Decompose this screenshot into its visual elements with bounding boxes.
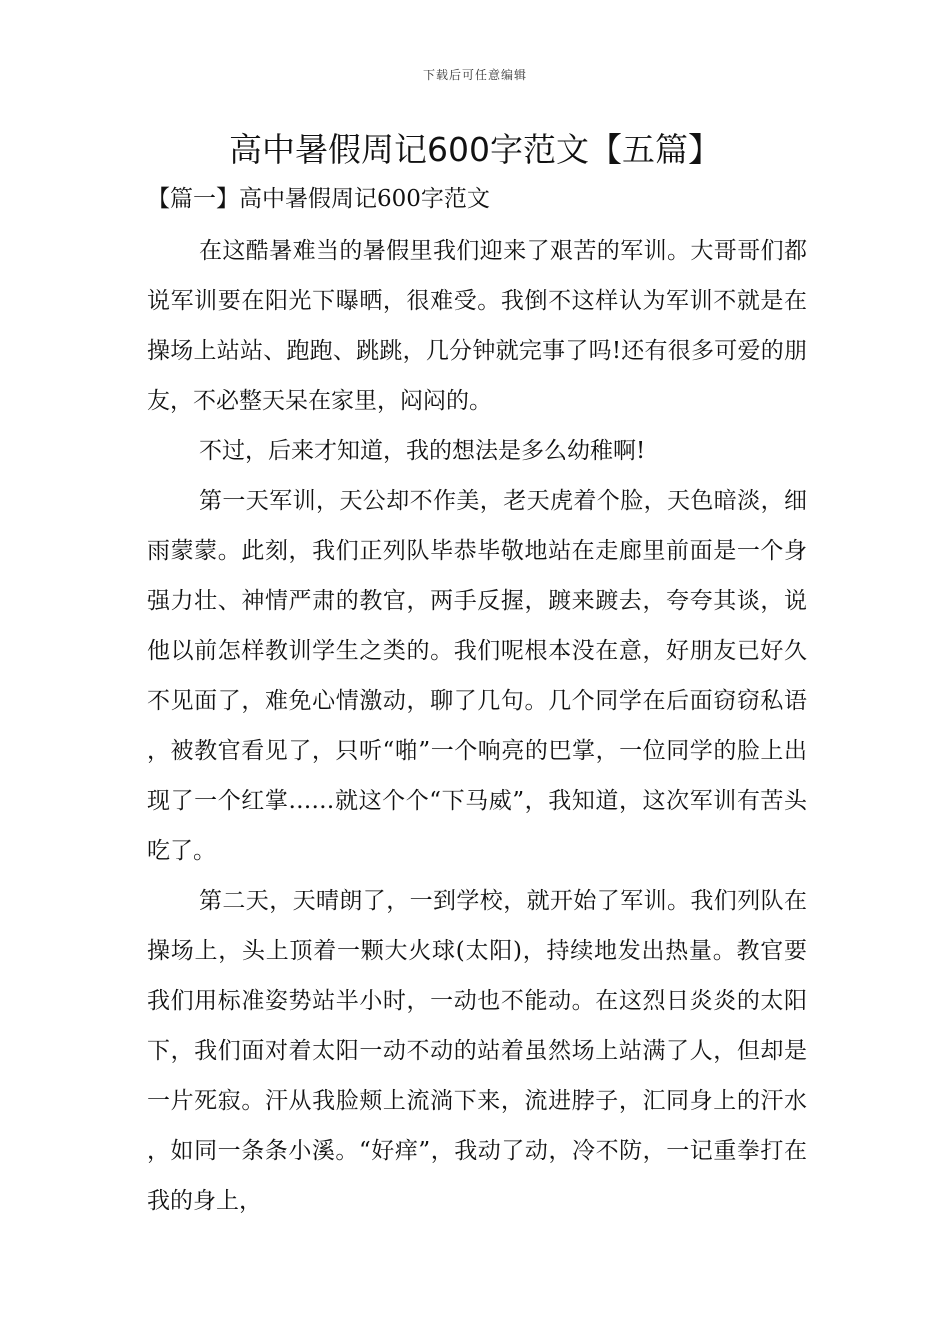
paragraph: 第一天军训，天公却不作美，老天虎着个脸，天色暗淡，细雨蒙蒙。此刻，我们正列队毕恭毕敬地站在走廊里前面是一个身强力壮、神情严肃的教官，两手反握，踱来踱去，夸夸其谈，说他以前怎样教训学生之类的。我们呢根本没在意，好朋友已好久不见面了，难免心情激动，聊了几句。几个同学在后面窃窃私语，被教官看见了，只听“啪”一个响亮的巴掌，一位同学的脸上出现了一个红掌……就这个个“下马威”，我知道，这次军训有苦头吃了。 [147,488,807,864]
document-title: 高中暑假周记600字范文【五篇】 [229,130,721,169]
document-body [147,226,807,1226]
header-note: 下载后可任意编辑 [422,68,527,82]
paragraph: 不过，后来才知道，我的想法是多么幼稚啊! [199,438,646,464]
paragraph: 在这酷暑难当的暑假里我们迎来了艰苦的军训。大哥哥们都说军训要在阳光下曝晒，很难受。我倒不这样认为军训不就是在操场上站站、跑跑、跳跳，几分钟就完事了吗!还有很多可爱的朋友，不必整天呆在家里，闷闷的。 [147,238,807,414]
paragraph: 第二天，天晴朗了，一到学校，就开始了军训。我们列队在操场上，头上顶着一颗大火球(太阳)，持续地发出热量。教官要我们用标准姿势站半小时，一动也不能动。在这烈日炎炎的太阳下，我们面对着太阳一动不动的站着虽然场上站满了人，但却是一片死寂。汗从我脸颊上流淌下来，流进脖子，汇同身上的汗水，如同一条条小溪。“好痒”，我动了动，冷不防，一记重拳打在我的身上， [147,888,807,1214]
section-heading: 【篇一】高中暑假周记600字范文 [147,186,490,212]
